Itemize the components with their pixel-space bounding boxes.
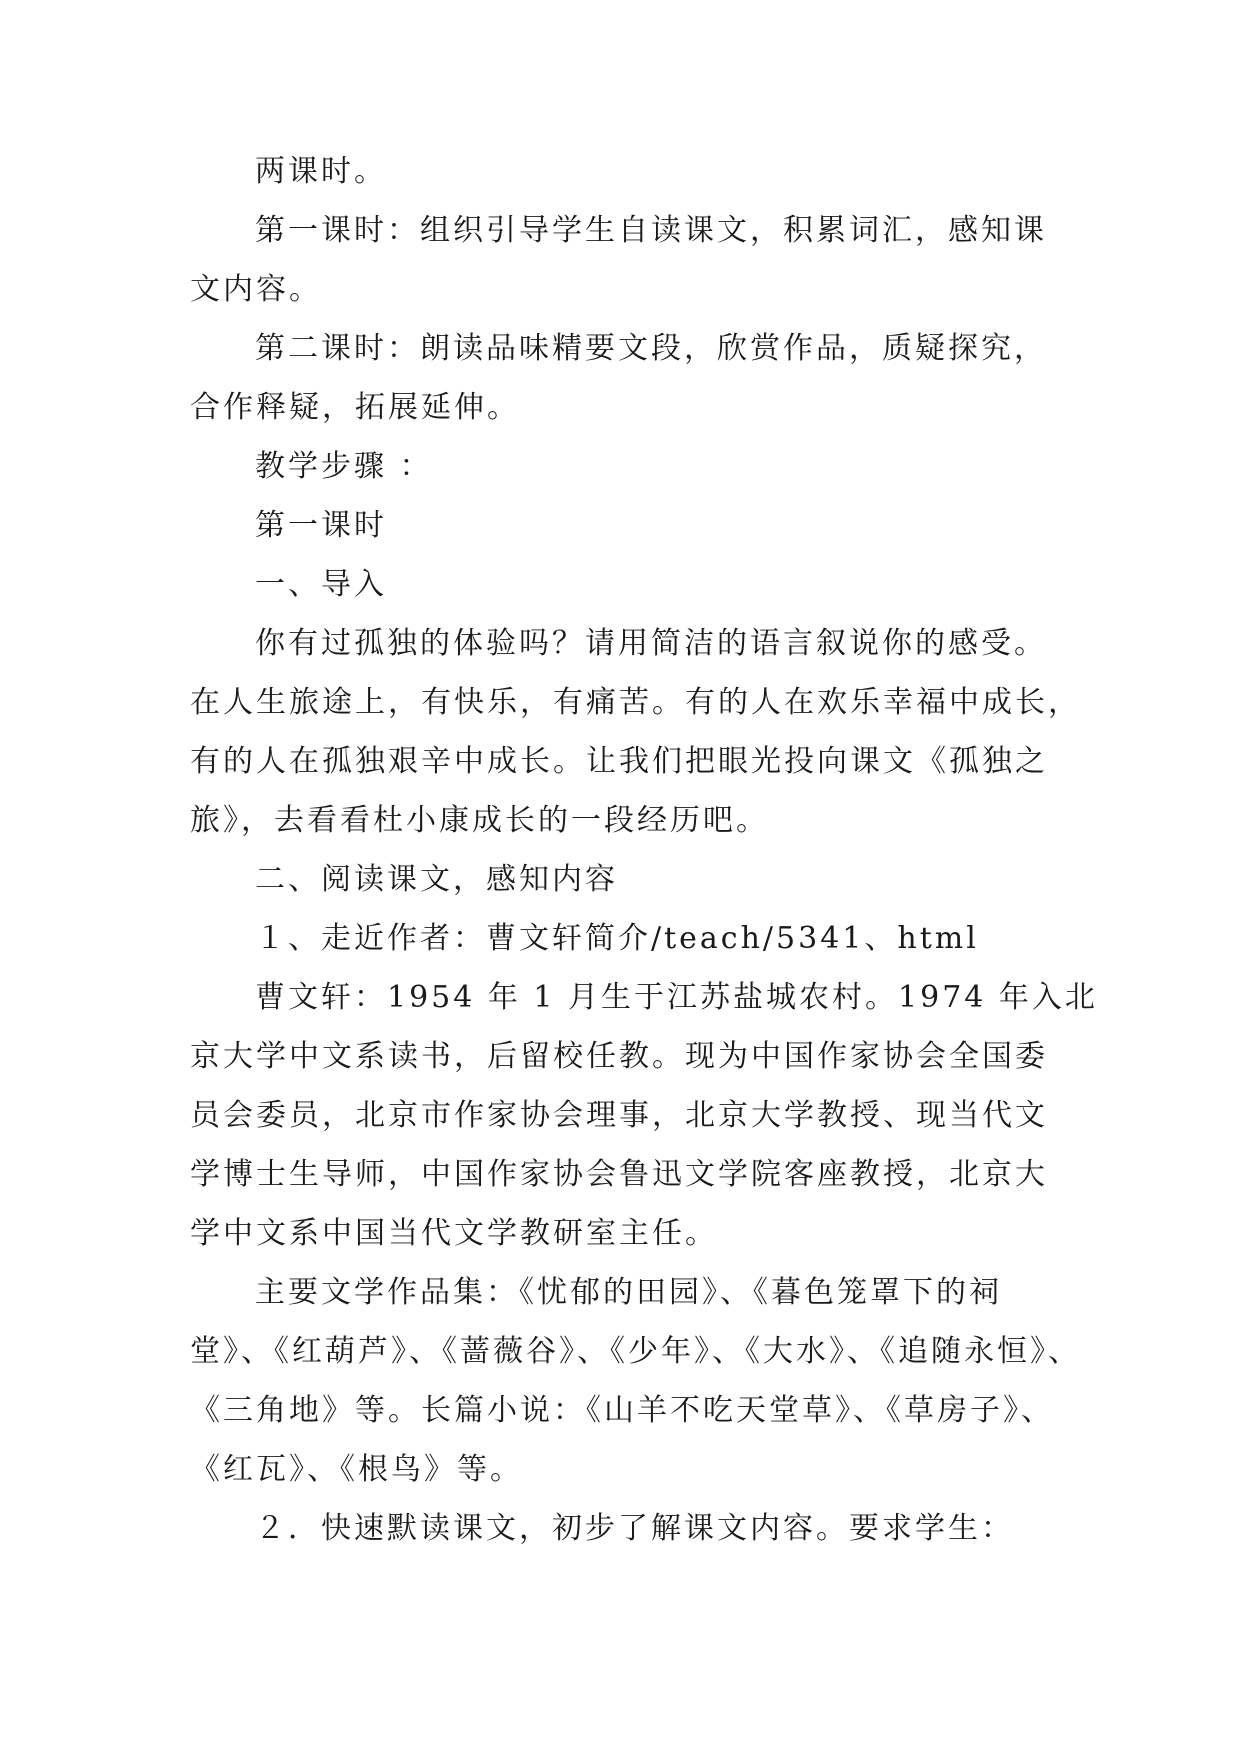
text-line: 学中文系中国当代文学教研室主任。 — [190, 1216, 718, 1251]
text-line: 两课时。 — [255, 154, 387, 189]
text-line: 主要文学作品集：《忧郁的田园》、《暮色笼罩下的祠 — [255, 1275, 1002, 1310]
text-line: 合作释疑，拓展延伸。 — [190, 390, 520, 425]
text-line: 堂》、《红葫芦》、《蔷薇谷》、《少年》、《大水》、《追随永恒》、 — [190, 1334, 1081, 1369]
text-line: 一、导入 — [255, 567, 387, 602]
text-line: 在人生旅途上，有快乐，有痛苦。有的人在欢乐幸福中成长， — [190, 685, 1081, 720]
text-line: 《红瓦》、《根鸟》等。 — [190, 1452, 523, 1487]
text-line: 旅》，去看看杜小康成长的一段经历吧。 — [190, 803, 769, 838]
text-line: ２．快速默读课文，初步了解课文内容。要求学生： — [255, 1511, 1014, 1546]
text-line: 学博士生导师，中国作家协会鲁迅文学院客座教授，北京大 — [190, 1157, 1048, 1192]
text-line: 文内容。 — [190, 272, 322, 307]
text-line: 京大学中文系读书，后留校任教。现为中国作家协会全国委 — [190, 1039, 1048, 1074]
text-line: 曹文轩：1954 年 1 月生于江苏盐城农村。1974 年入北 — [255, 980, 1098, 1015]
text-line: 《三角地》等。长篇小说：《山羊不吃天堂草》、《草房子》、 — [190, 1393, 1054, 1428]
text-line: 二、阅读课文，感知内容 — [255, 862, 618, 897]
text-line: 有的人在孤独艰辛中成长。让我们把眼光投向课文《孤独之 — [190, 744, 1048, 779]
text-line: 教学步骤 ： — [255, 449, 433, 484]
text-line: 第一课时 — [255, 508, 387, 543]
text-line: 员会委员，北京市作家协会理事，北京大学教授、现当代文 — [190, 1098, 1048, 1133]
text-line: 第二课时：朗读品味精要文段，欣赏作品，质疑探究， — [255, 331, 1047, 366]
text-line: 第一课时：组织引导学生自读课文，积累词汇，感知课 — [255, 213, 1047, 248]
text-line: 你有过孤独的体验吗？请用简洁的语言叙说你的感受。 — [255, 626, 1047, 661]
text-line: １、走近作者：曹文轩简介/teach/5341、html — [255, 921, 979, 956]
